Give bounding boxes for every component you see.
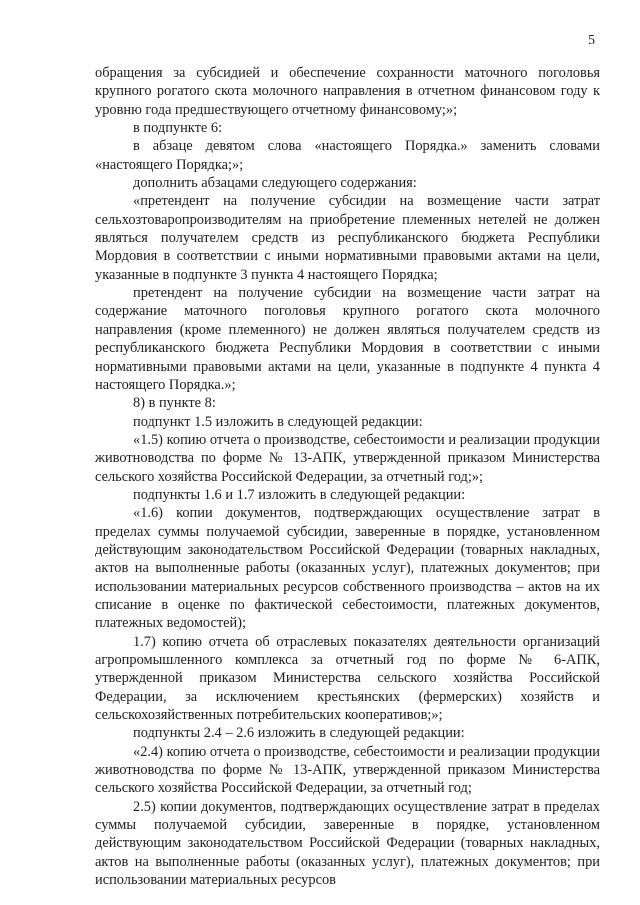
paragraph: «2.4) копию отчета о производстве, себестоимости и реализации продукции животноводства по форме № 13-АПК, утвержденной приказом Министерства сельского хозяйства Российской Федерации, за отчетный год; (95, 743, 600, 797)
paragraph: в абзаце девятом слова «настоящего Порядка.» заменить словами «настоящего Порядка;»; (95, 138, 600, 173)
paragraph: обращения за субсидией и обеспечение сохранности маточного поголовья крупного рогатого скота молочного направления в отчетном финансовом году к уровню года предшествующего отчетному финансовому;»; (95, 65, 600, 118)
paragraph: подпункты 1.6 и 1.7 изложить в следующей редакции: (133, 486, 466, 503)
paragraph: в подпункте 6: (133, 120, 223, 137)
page-number: 5 (588, 33, 595, 48)
paragraph: подпункт 1.5 изложить в следующей редакции: (133, 413, 423, 430)
document-body (95, 64, 600, 889)
paragraph: «1.5) копию отчета о производстве, себестоимости и реализации продукции животноводства по форме № 13-АПК, утвержденной приказом Министерства сельского хозяйства Российской Федерации, за отчетный год;»; (95, 431, 600, 485)
paragraph: претендент на получение субсидии на возмещение части затрат на содержание маточного поголовья крупного рогатого скота молочного направления (кроме племенного) не должен являться получателем средств из республиканского бюджета Республики Мордовия в соответствии с иными нормативными правовыми актами на цели, указанные в подпункте 4 пункта 4 настоящего Порядка.»; (95, 285, 600, 393)
paragraph: подпункты 2.4 – 2.6 изложить в следующей редакции: (133, 725, 465, 742)
paragraph: «1.6) копии документов, подтверждающих осуществление затрат в пределах суммы получаемой субсидии, заверенные в порядке, установленном действующим законодательством Российской Федерации (товарных накладных, актов на выполненные работы (оказанных услуг), платежных документов; при использовании материальных ресурсов собственного производства – актов на их списание в оценке по фактической себестоимости, платежных документов, платежных ведомостей); (95, 505, 600, 632)
paragraph: 1.7) копию отчета об отраслевых показателях деятельности организаций агропромышленного комплекса за отчетный год по форме № 6-АПК, утвержденной приказом Министерства сельского хозяйства Российской Федерации, за исключением крестьянских (фермерских) хозяйств и сельскохозяйственных потребительских кооперативов;»; (95, 633, 600, 724)
paragraph: 2.5) копии документов, подтверждающих осуществление затрат в пределах суммы получаемой субсидии, заверенные в порядке, установленном действующим законодательством Российской Федерации (товарных накладных, актов на выполненные работы (оказанных услуг), платежных документов; при использовании материальных ресурсов (95, 798, 600, 889)
paragraph: 8) в пункте 8: (133, 395, 216, 412)
paragraph: дополнить абзацами следующего содержания: (133, 175, 417, 192)
paragraph: «претендент на получение субсидии на возмещение части затрат сельхозтоваропроизводителям на приобретение племенных нетелей не должен являться получателем средств из республиканского бюджета Республики Мордовия в соответствии с иными нормативными правовыми актами на цели, указанные в подпункте 3 пункта 4 настоящего Порядка; (95, 193, 600, 283)
